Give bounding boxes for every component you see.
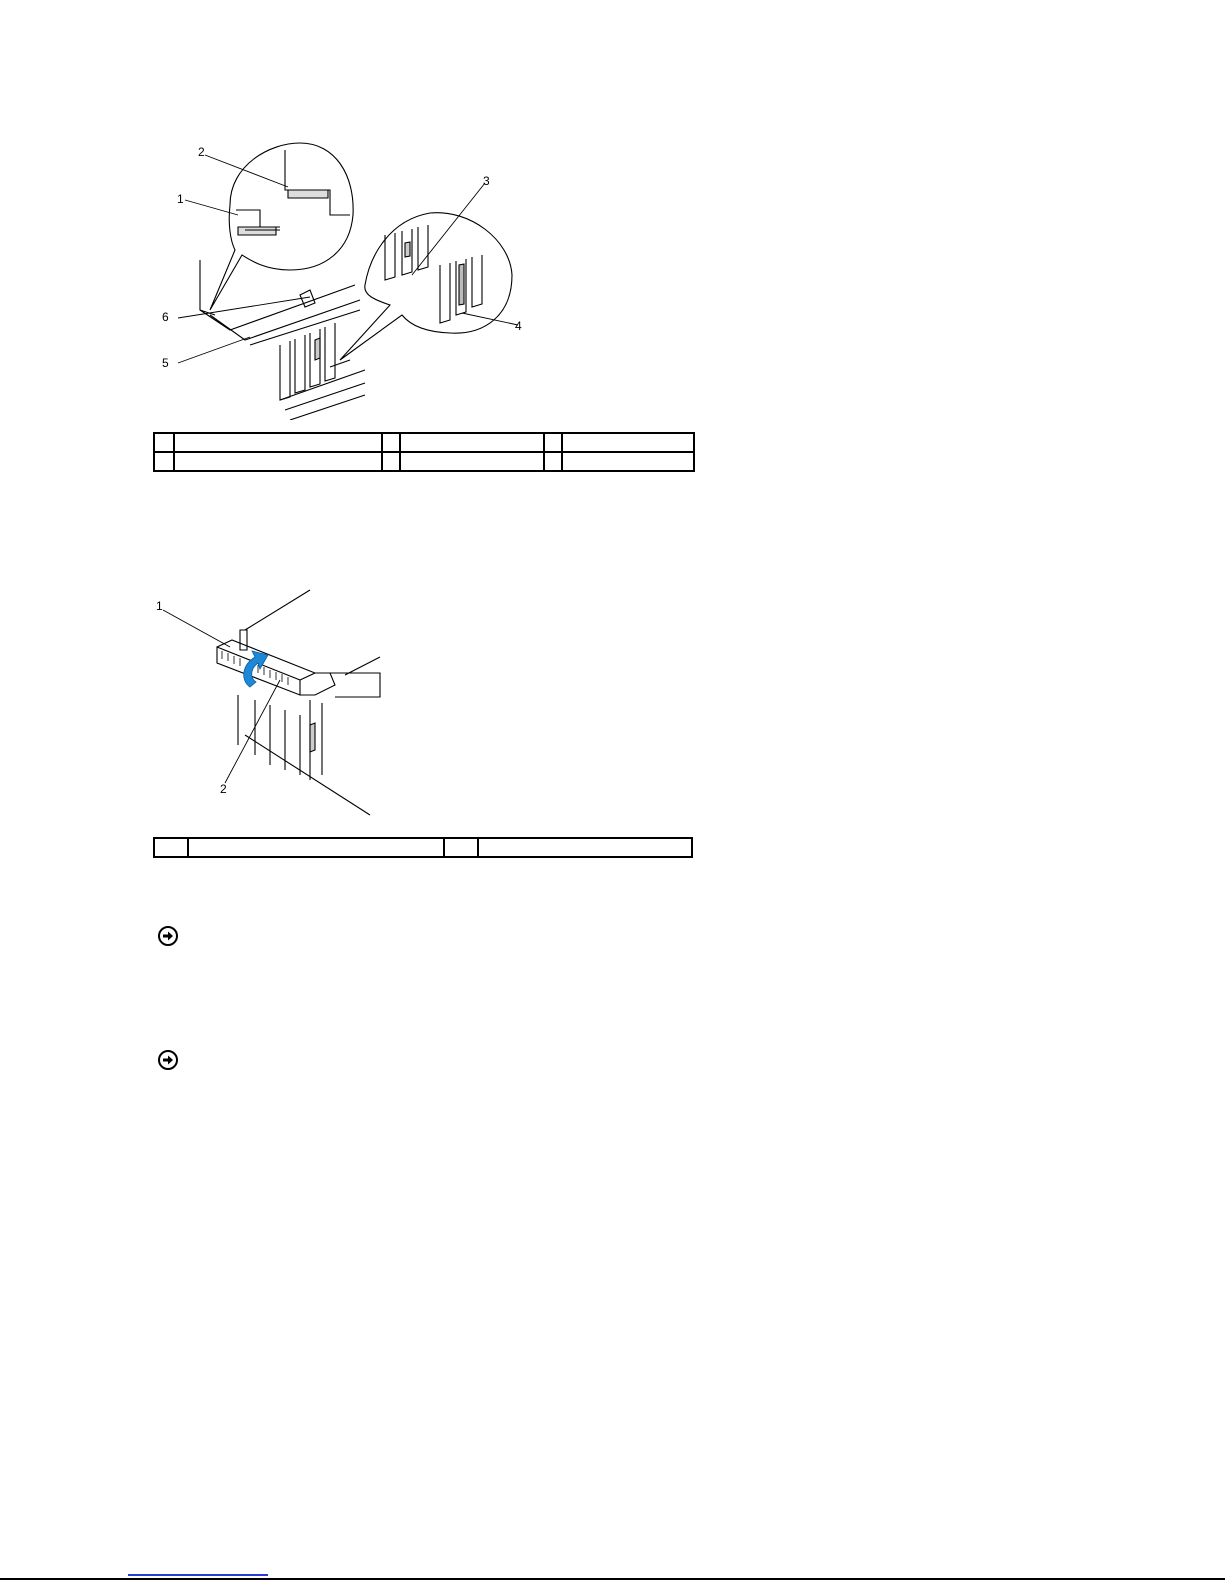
card-seating-illustration xyxy=(150,135,550,420)
table-cell xyxy=(562,452,694,471)
table-cell xyxy=(444,838,478,857)
table-cell xyxy=(382,433,400,452)
footer-link[interactable] xyxy=(128,1574,268,1576)
callout-1: 1 xyxy=(156,599,163,613)
table-cell xyxy=(154,433,174,452)
notice-icon xyxy=(157,1049,179,1071)
callout-2: 2 xyxy=(198,145,205,159)
table-cell xyxy=(188,838,444,857)
table-cell xyxy=(174,452,382,471)
footer-divider xyxy=(0,1578,1225,1580)
table-cell xyxy=(562,433,694,452)
callout-2: 2 xyxy=(220,782,227,796)
notice-icon xyxy=(157,925,179,947)
legend-table-2 xyxy=(153,837,693,858)
table-cell xyxy=(154,838,188,857)
table-cell xyxy=(382,452,400,471)
legend-table-1 xyxy=(153,432,695,472)
table-cell xyxy=(400,433,544,452)
callout-5: 5 xyxy=(162,356,169,370)
table-row xyxy=(154,838,692,857)
table-cell xyxy=(400,452,544,471)
callout-1: 1 xyxy=(177,192,184,206)
callout-4: 4 xyxy=(515,319,522,333)
card-retention-door-illustration xyxy=(150,585,390,820)
table-cell xyxy=(174,433,382,452)
table-row xyxy=(154,433,694,452)
callout-6: 6 xyxy=(162,310,169,324)
table-cell xyxy=(478,838,692,857)
callout-3: 3 xyxy=(483,174,490,188)
table-row xyxy=(154,452,694,471)
table-cell xyxy=(544,433,562,452)
table-cell xyxy=(154,452,174,471)
table-cell xyxy=(544,452,562,471)
